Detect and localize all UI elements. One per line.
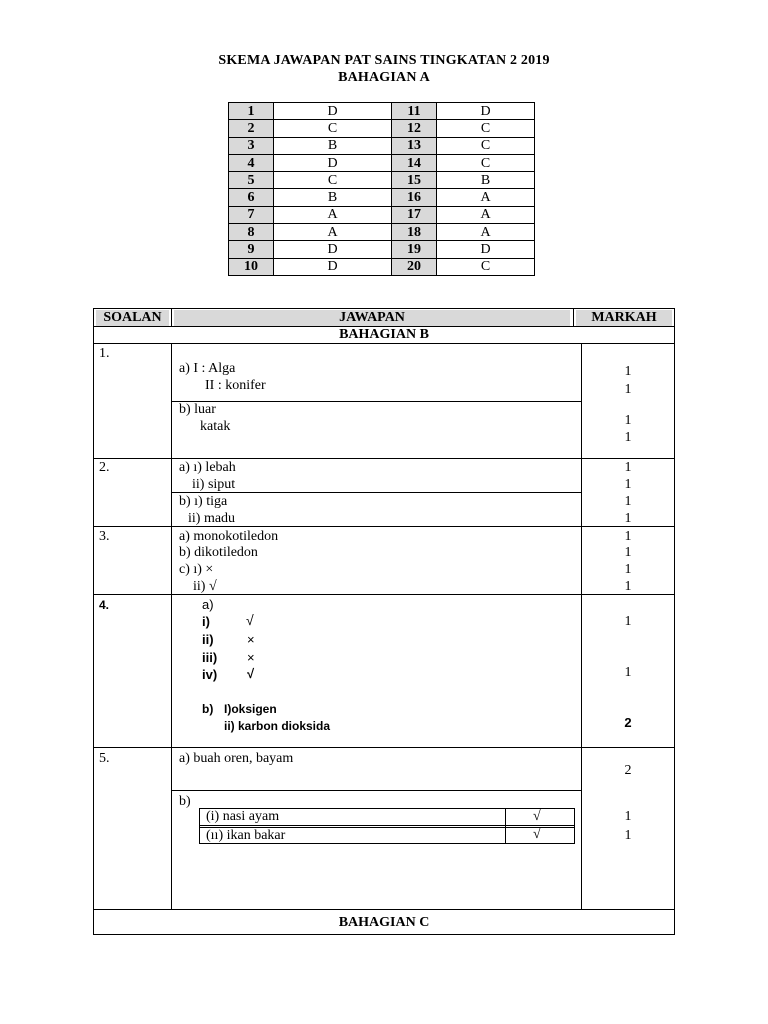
inner-item: (i) nasi ayam <box>206 809 280 824</box>
question-number: 3 <box>229 137 274 154</box>
mark: 1 <box>624 477 632 492</box>
answer-letter: C <box>437 154 535 171</box>
answer-row <box>229 120 535 137</box>
answer-row <box>229 103 535 120</box>
question-number: 4 <box>229 154 274 171</box>
item-label: b) <box>202 702 214 716</box>
question-number: 20 <box>392 258 437 275</box>
answer-line: a) I : Alga <box>179 361 236 376</box>
answer-row <box>229 206 535 223</box>
question-number: 11 <box>392 103 437 120</box>
answer-letter: D <box>437 103 535 120</box>
mark: 1 <box>624 430 632 445</box>
answer-row <box>229 241 535 258</box>
divider <box>93 909 675 910</box>
answer-letter: D <box>274 241 392 258</box>
answer-line: II : konifer <box>205 378 266 393</box>
answer-row <box>229 172 535 189</box>
check-icon: √ <box>246 612 254 628</box>
question-number: 1 <box>229 103 274 120</box>
header-markah: MARKAH <box>576 310 672 326</box>
answer-letter: C <box>437 120 535 137</box>
mark: 1 <box>624 809 632 824</box>
answer-letter: D <box>274 258 392 275</box>
mark: 1 <box>624 545 632 560</box>
mark: 1 <box>624 382 632 397</box>
mark: 1 <box>624 614 632 629</box>
divider <box>171 401 581 402</box>
answer-letter: C <box>437 137 535 154</box>
divider <box>199 825 575 826</box>
bahagian-a-table <box>228 102 535 276</box>
answer-line: b) luar <box>179 402 216 417</box>
answer-line: ii) siput <box>192 477 236 492</box>
question-number: 7 <box>229 206 274 223</box>
question-number: 2 <box>229 120 274 137</box>
item-label: i) <box>202 614 210 629</box>
answer-line: I)oksigen <box>224 702 277 716</box>
question-number: 17 <box>392 206 437 223</box>
answer-line: a) buah oren, bayam <box>179 751 294 766</box>
cross-icon: × <box>247 632 255 647</box>
item-label: ii) <box>202 632 214 647</box>
mark: 1 <box>624 579 632 594</box>
question-number: 9 <box>229 241 274 258</box>
mark: 1 <box>624 529 632 544</box>
check-icon: √ <box>247 666 255 681</box>
answer-letter: C <box>274 120 392 137</box>
answer-letter: A <box>437 189 535 206</box>
divider <box>171 308 172 326</box>
section-a-title: BAHAGIAN A <box>338 70 430 85</box>
question-number: 19 <box>392 241 437 258</box>
answer-letter: D <box>274 154 392 171</box>
mark: 1 <box>624 828 632 843</box>
answer-row <box>229 137 535 154</box>
answer-letter: B <box>274 189 392 206</box>
section-b-title: BAHAGIAN B <box>339 327 429 342</box>
mark: 1 <box>624 460 632 475</box>
section-c-title: BAHAGIAN C <box>338 915 430 930</box>
divider <box>171 790 581 791</box>
question-number: 4. <box>99 598 110 612</box>
answer-line: a) monokotiledon <box>179 529 279 544</box>
divider <box>93 747 675 748</box>
check-icon: √ <box>533 827 541 842</box>
question-number: 16 <box>392 189 437 206</box>
mark: 1 <box>624 494 632 509</box>
check-icon: √ <box>533 809 541 824</box>
mark: 1 <box>624 364 632 379</box>
question-number: 5 <box>229 172 274 189</box>
answer-row <box>229 224 535 241</box>
mark: 1 <box>624 665 632 680</box>
header-jawapan: JAWAPAN <box>174 310 570 326</box>
question-number: 6 <box>229 189 274 206</box>
divider <box>171 343 172 909</box>
answer-line: a) <box>202 597 214 612</box>
answer-letter: B <box>437 172 535 189</box>
mark: 1 <box>624 562 632 577</box>
divider <box>573 308 574 326</box>
question-number: 1. <box>99 346 110 361</box>
question-number: 10 <box>229 258 274 275</box>
question-number: 2. <box>99 460 110 475</box>
answer-line: b) dikotiledon <box>179 545 258 560</box>
page-title: SKEMA JAWAPAN PAT SAINS TINGKATAN 2 2019 <box>218 53 550 68</box>
question-number: 3. <box>99 529 110 544</box>
answer-row <box>229 189 535 206</box>
cross-icon: × <box>247 650 255 665</box>
item-label: iii) <box>202 650 218 665</box>
answer-letter: A <box>437 224 535 241</box>
answer-line: c) ı) × <box>179 562 214 577</box>
answer-letter: A <box>437 206 535 223</box>
answer-letter: B <box>274 137 392 154</box>
answer-row <box>229 258 535 275</box>
answer-letter: A <box>274 224 392 241</box>
answer-line: b) <box>179 794 191 809</box>
answer-letter: D <box>437 241 535 258</box>
answer-row <box>229 154 535 171</box>
answer-letter: C <box>437 258 535 275</box>
question-number: 14 <box>392 154 437 171</box>
question-number: 15 <box>392 172 437 189</box>
inner-item: (ıı) ikan bakar <box>206 828 286 843</box>
answer-line: a) ı) lebah <box>179 460 236 475</box>
answer-line: ii) madu <box>188 511 236 526</box>
question-number: 18 <box>392 224 437 241</box>
question-number: 8 <box>229 224 274 241</box>
question-number: 12 <box>392 120 437 137</box>
question-number: 13 <box>392 137 437 154</box>
answer-line: ii) karbon dioksida <box>224 719 331 733</box>
answer-line: ii) √ <box>193 579 217 594</box>
answer-letter: D <box>274 103 392 120</box>
item-label: iv) <box>202 667 218 682</box>
mark: 1 <box>624 413 632 428</box>
answer-line: b) ı) tiga <box>179 494 228 509</box>
mark: 2 <box>624 715 632 730</box>
answer-line: katak <box>200 419 231 434</box>
divider <box>505 808 506 844</box>
divider <box>93 458 675 459</box>
header-soalan: SOALAN <box>96 310 169 326</box>
answer-letter: C <box>274 172 392 189</box>
answer-letter: A <box>274 206 392 223</box>
mark: 1 <box>624 511 632 526</box>
mark: 2 <box>624 763 632 778</box>
question-number: 5. <box>99 751 110 766</box>
divider <box>93 343 675 344</box>
